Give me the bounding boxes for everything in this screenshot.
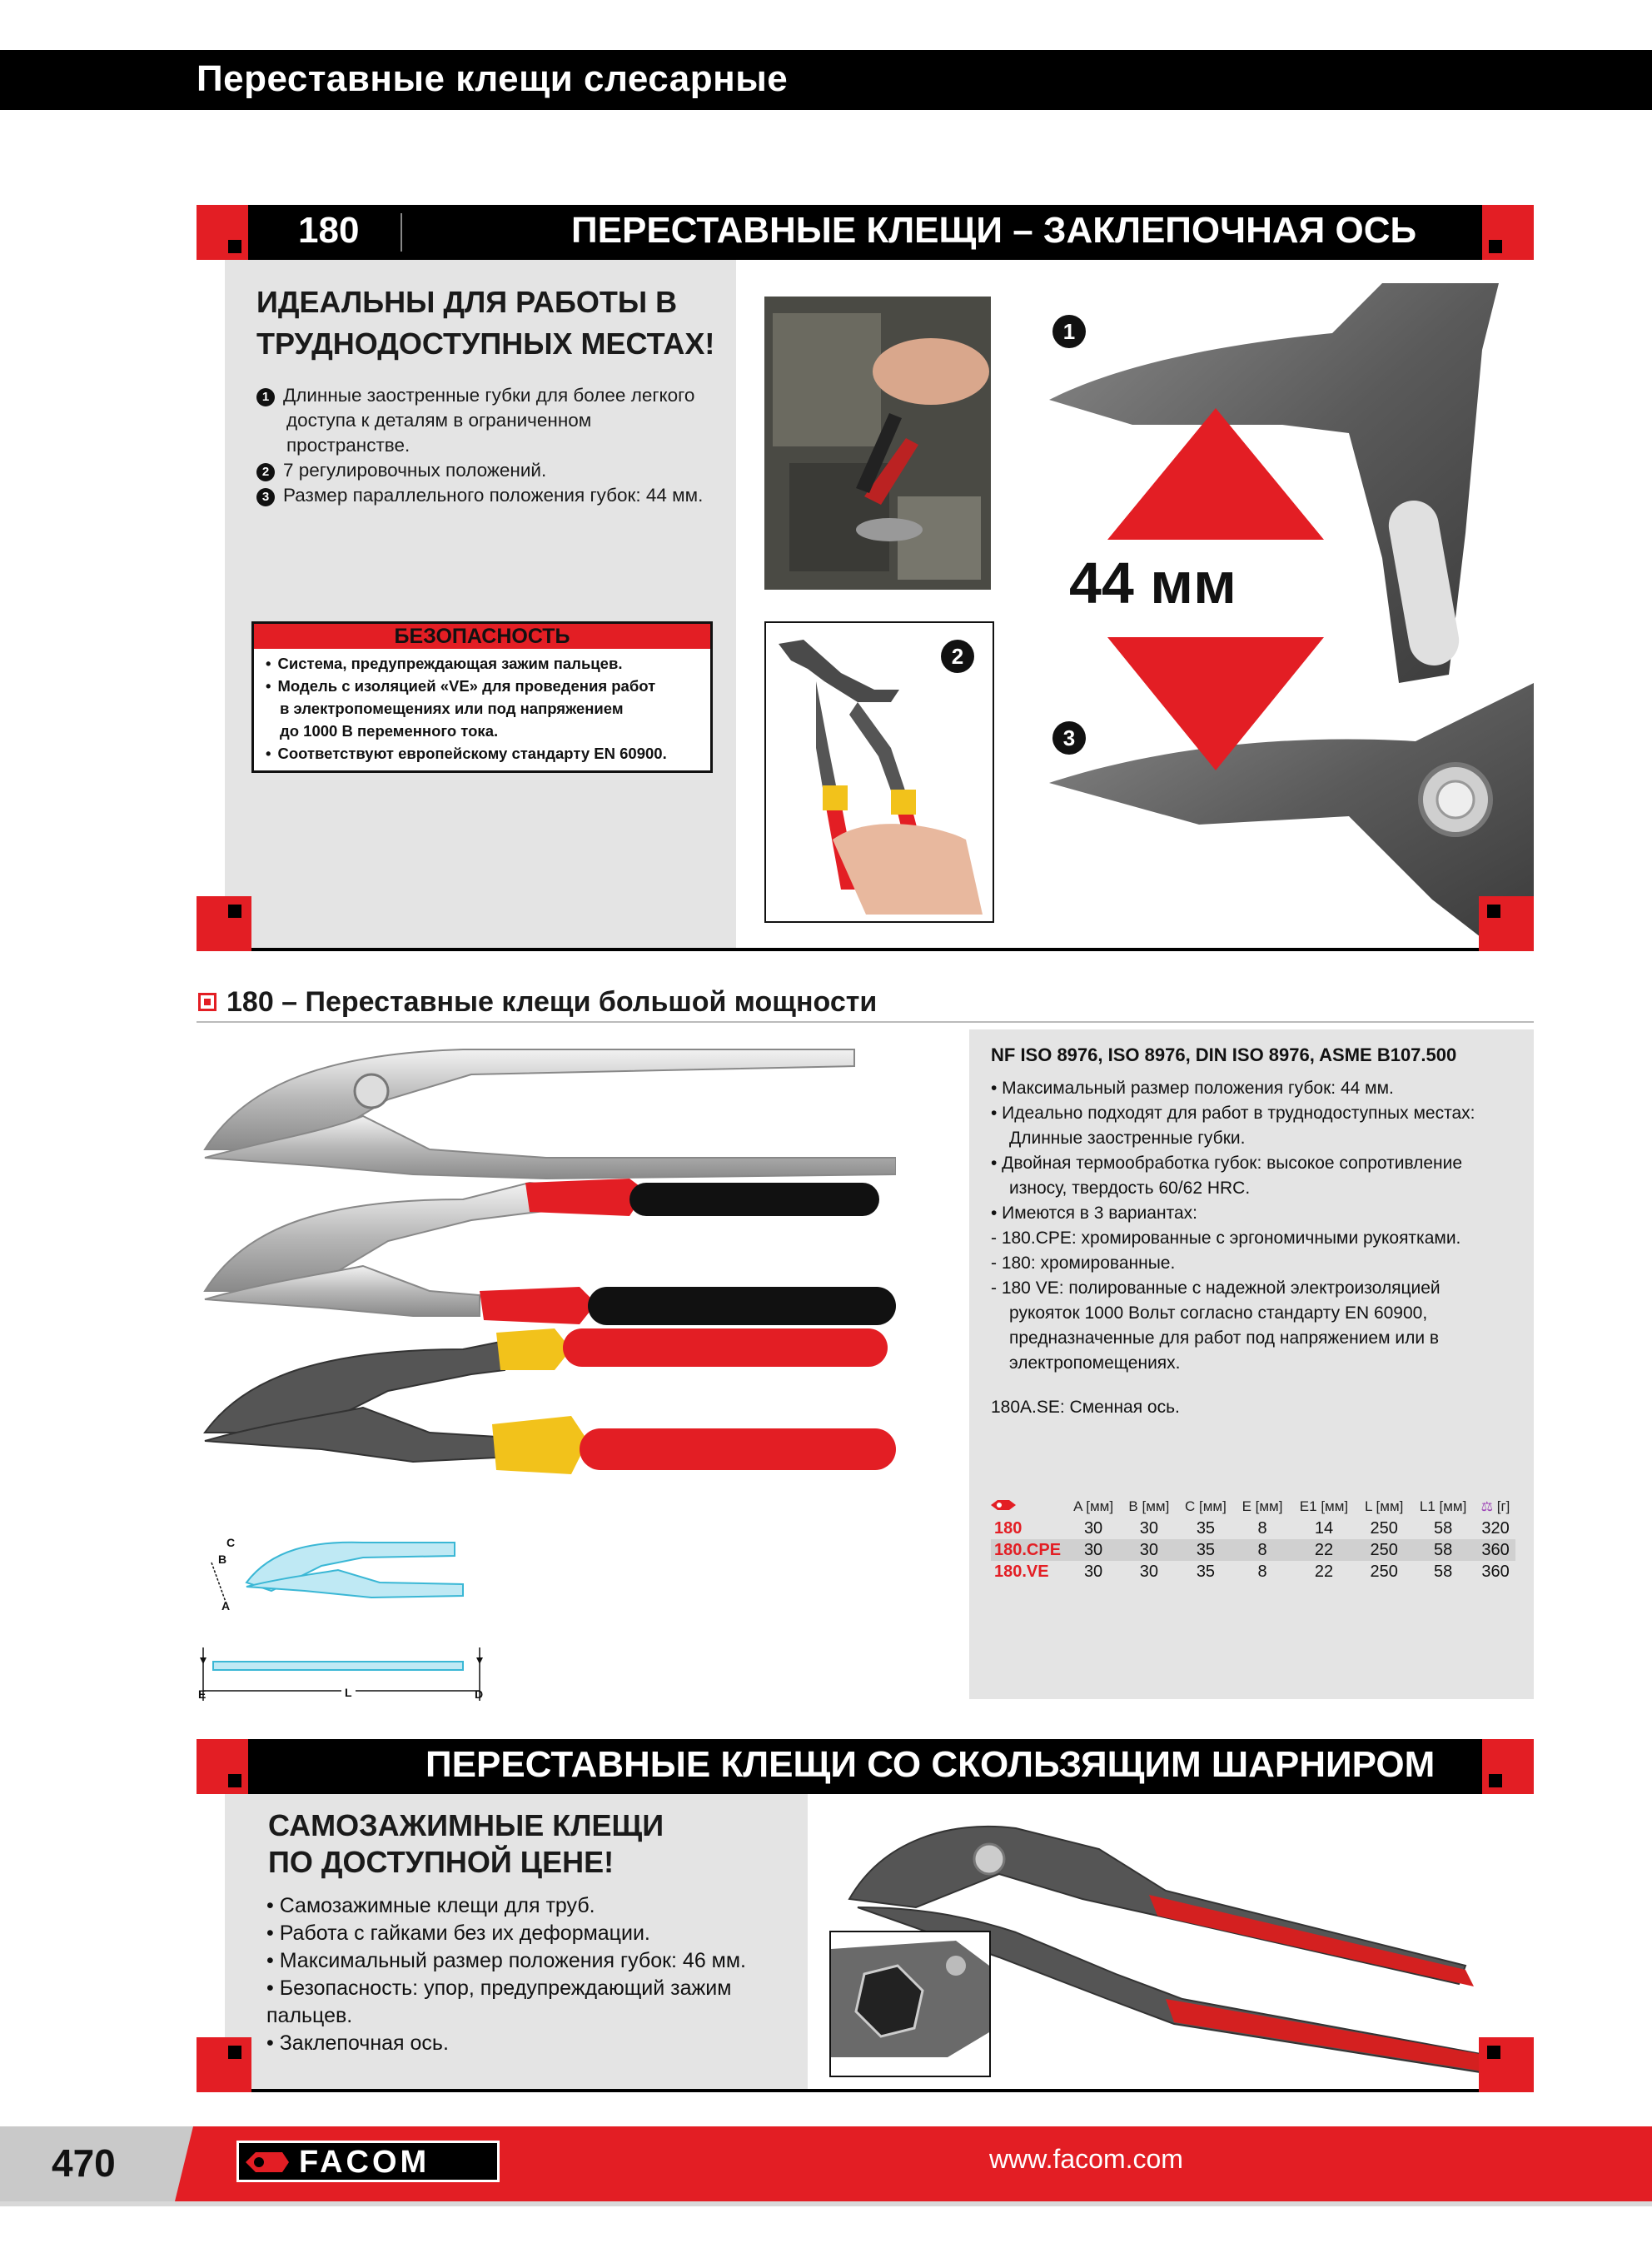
corner-mark <box>1479 896 1534 951</box>
standards-line: NF ISO 8976, ISO 8976, DIN ISO 8976, ASME B107.500 <box>991 1044 1457 1065</box>
section1-bottom-rule <box>251 948 1479 951</box>
footer-bottom-strip <box>0 2201 1652 2206</box>
website-link[interactable]: www.facom.com <box>989 2144 1183 2174</box>
dim-label-e: E <box>198 1687 206 1701</box>
callout-2: 2 <box>941 640 974 673</box>
section3-header-bar <box>197 1739 1534 1794</box>
corner-mark <box>197 896 251 951</box>
specs-table <box>991 1496 1515 1583</box>
weight-icon: ⚖ <box>1480 1500 1493 1514</box>
header-red-block <box>1482 1739 1534 1794</box>
feature-item: 1 Длинные заостренные губки для более легкого <box>256 383 723 408</box>
list-item: • Заклепочная ось. <box>266 2031 449 2055</box>
header-red-block <box>1482 205 1534 260</box>
section1-feature-list: 1 Длинные заостренные губки для более легкого доступа к деталям в ограниченном пространстве. 2 7 регулировочных положений. 3 Размер параллельного положения губок: 44 мм. <box>256 383 723 508</box>
table-row: 180.CPE 30 30 35 8 22 250 58 360 <box>991 1539 1515 1561</box>
facom-wrench-icon <box>246 2151 289 2174</box>
section3-feature-list <box>266 1892 799 2057</box>
detail-image-nut-grip <box>829 1931 991 2077</box>
safety-item: • Модель с изоляцией «VE» для проведения работ в электропомещениях или под напряжением до 1000 В переменного тока. <box>266 675 710 742</box>
page-number: 470 <box>52 2141 116 2185</box>
list-item: • Безопасность: упор, предупреждающий зажим пальцев. <box>266 1976 732 2027</box>
feature-item: 2 7 регулировочных положений. <box>256 458 723 483</box>
section3-bottom-rule <box>251 2089 1479 2092</box>
spare-part-note: 180A.SE: Сменная ось. <box>991 1398 1180 1417</box>
photo-insulated-pliers-in-hand <box>764 621 994 923</box>
facom-logo <box>236 2141 500 2182</box>
list-item: • Работа с гайками без их деформации. <box>266 1922 650 1945</box>
safety-title: БЕЗОПАСНОСТЬ <box>254 624 710 649</box>
brand-name: FACOM <box>299 2145 430 2180</box>
section3-heading: САМОЗАЖИМНЫЕ КЛЕЩИ ПО ДОСТУПНОЙ ЦЕНЕ! <box>268 1808 664 1879</box>
list-item: • Максимальный размер положения губок: 46 мм. <box>266 1949 747 1972</box>
dim-label-a: A <box>221 1599 231 1612</box>
dimension-drawing <box>197 1533 496 1707</box>
page-header-bar <box>0 50 1652 110</box>
callout-1: 1 <box>1052 315 1086 348</box>
corner-mark <box>197 2037 251 2092</box>
section1-title: ПЕРЕСТАВНЫЕ КЛЕЩИ – ЗАКЛЕПОЧНАЯ ОСЬ <box>571 210 1417 251</box>
section2-title: 180 – Переставные клещи большой мощности <box>226 986 878 1018</box>
safety-item: • Соответствуют европейскому стандарту EN 60900. <box>266 742 710 765</box>
dim-label-l: L <box>341 1686 356 1699</box>
section1-code: 180 <box>298 210 360 251</box>
corner-mark <box>1479 2037 1534 2092</box>
description-list: • Максимальный размер положения губок: 44 мм. • Идеально подходят для работ в труднодоступных местах: Длинные заостренные губки. • Двойная термообработка губок: высокое сопротивление износу, твердость 60/62 HRC. • Имеются в 3 вариантах: - 180.CPE: хромированные с эргономичными рукоятками. - 180: хромированные. - 180 VE: полированные с надежной электроизоляцией рукояток 1000 Вольт согласно стандарту EN 60900, предназначенные для работ под напряжением или в электропомещениях. <box>991 1079 1475 1373</box>
dimension-label: 44 мм <box>1069 551 1237 616</box>
dim-label-d: D <box>475 1687 484 1701</box>
table-header-row: A [мм] B [мм] C [мм] E [мм] E1 [мм] L [мм] L1 [мм] ⚖ [г] <box>991 1496 1515 1518</box>
section3-title: ПЕРЕСТАВНЫЕ КЛЕЩИ СО СКОЛЬЗЯЩИМ ШАРНИРОМ <box>425 1744 1436 1785</box>
header-divider <box>401 213 402 252</box>
header-red-block <box>197 1739 248 1794</box>
reference-column-icon <box>991 1496 1066 1518</box>
section1-header-bar <box>197 205 1534 260</box>
product-images-180 <box>197 1041 896 1541</box>
section2-rule <box>197 1021 1534 1023</box>
callout-3: 3 <box>1052 721 1086 755</box>
jaw-closeup-diagram <box>1032 283 1534 951</box>
list-item: • Самозажимные клещи для труб. <box>266 1894 595 1917</box>
section1-heading: ИДЕАЛЬНЫ ДЛЯ РАБОТЫ В ТРУДНОДОСТУПНЫХ МЕСТАХ! <box>256 285 715 361</box>
feature-item: 3 Размер параллельного положения губок: 44 мм. <box>256 483 723 508</box>
page-title: Переставные клещи слесарные <box>197 58 789 99</box>
dim-label-c: C <box>226 1536 236 1549</box>
section2-bullet-icon <box>198 993 216 1011</box>
photo-pliers-in-machine <box>764 297 991 590</box>
safety-box <box>251 621 713 773</box>
dim-label-b: B <box>218 1553 227 1566</box>
section2-spec-panel <box>969 1029 1534 1699</box>
table-row: 180.VE 30 30 35 8 22 250 58 360 <box>991 1561 1515 1583</box>
safety-item: • Система, предупреждающая зажим пальцев. <box>266 652 710 675</box>
table-row: 180 30 30 35 8 14 250 58 320 <box>991 1518 1515 1539</box>
header-red-block <box>197 205 248 260</box>
